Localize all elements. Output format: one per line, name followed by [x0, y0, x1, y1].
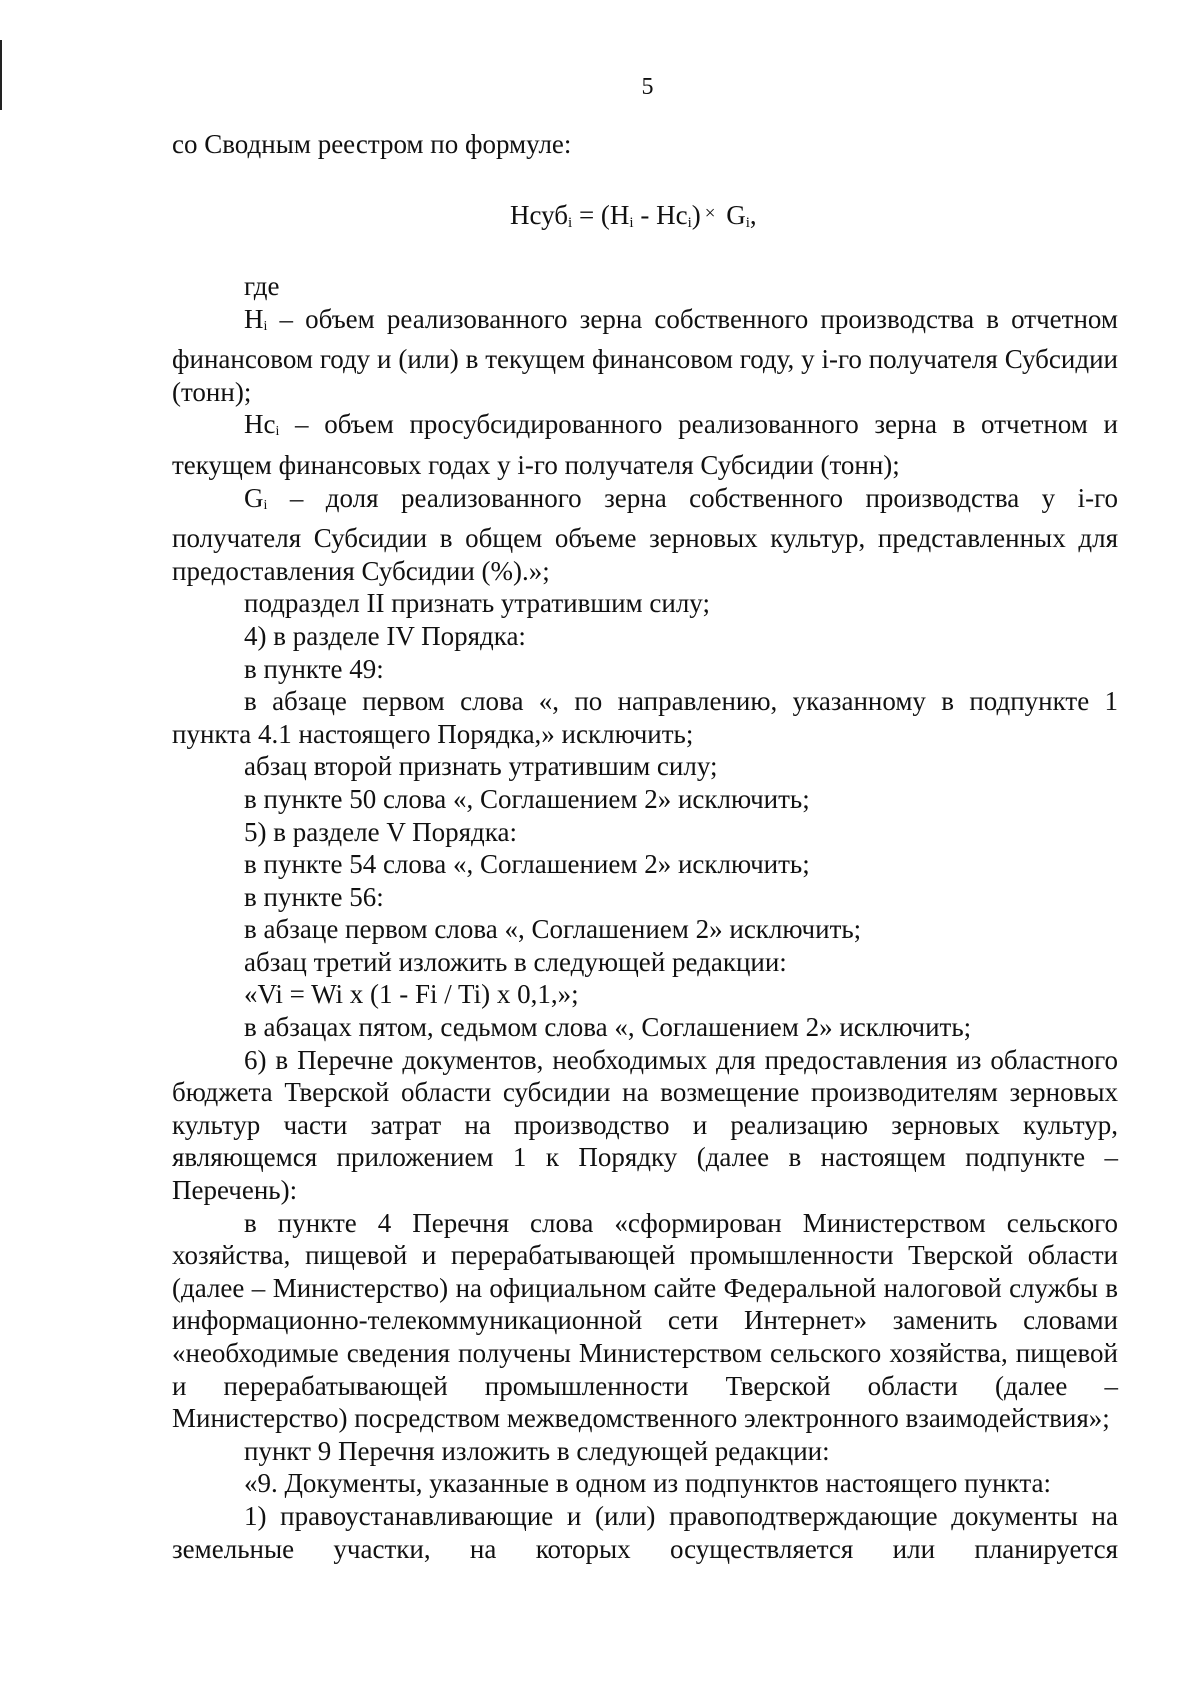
- paragraph: в пункте 54 слова «, Соглашением 2» исключить;: [244, 849, 810, 880]
- paragraph-list: [172, 270, 1118, 1565]
- subsidy-formula: [172, 197, 1118, 240]
- paragraph: [172, 303, 1118, 409]
- formula-times: ×: [704, 203, 716, 224]
- paragraph: пункт 9 Перечня изложить в следующей редакции:: [244, 1435, 830, 1466]
- paragraph: [172, 408, 1118, 481]
- formula-sub: i: [745, 215, 750, 231]
- formula-part: - Нс: [633, 200, 688, 230]
- formula-part: ,: [749, 200, 757, 230]
- paragraph: «Vi = Wi x (1 - Fi / Ti) x 0,1,»;: [244, 979, 579, 1010]
- paragraph: абзац второй признать утратившим силу;: [244, 751, 718, 782]
- variable-subscript: i: [263, 318, 268, 334]
- variable-symbol: Нс: [244, 409, 276, 440]
- variable-definition: – объем просубсидированного реализованного зерна в отчетном и текущем финансовых годах у i-го получателя Субсидии (тонн);: [172, 409, 1118, 480]
- paragraph: 1) правоустанавливающие и (или) правоподтверждающие документы на земельные участки, на которых осуществляется или планируется: [172, 1500, 1118, 1564]
- formula-sub: i: [568, 215, 573, 231]
- paragraph: абзац третий изложить в следующей редакции:: [244, 946, 787, 977]
- variable-symbol: G: [244, 482, 264, 513]
- formula-sub: i: [687, 215, 692, 231]
- formula-sub: i: [629, 215, 634, 231]
- paragraph: 4) в разделе IV Порядка:: [244, 620, 526, 651]
- paragraph: в пункте 49:: [244, 653, 384, 684]
- formula-part: = (Н: [572, 200, 630, 230]
- variable-subscript: i: [263, 497, 268, 513]
- variable-definition: – объем реализованного зерна собственного производства в отчетном финансовом году и (или) в текущем финансовом году, у i-го получателя Субсидии (тонн);: [172, 303, 1118, 407]
- variable-definition: – доля реализованного зерна собственного производства у i-го получателя Субсидии в общем объеме зерновых культур, представленных для предоставления Субсидии (%).»;: [172, 482, 1118, 586]
- paragraph: в пункте 50 слова «, Соглашением 2» исключить;: [244, 783, 810, 814]
- variable-symbol: Н: [244, 303, 264, 334]
- paragraph: 5) в разделе V Порядка:: [244, 816, 517, 847]
- variable-subscript: i: [275, 424, 280, 440]
- paragraph: где: [244, 271, 280, 301]
- paragraph: в абзацах пятом, седьмом слова «, Соглашением 2» исключить;: [244, 1012, 972, 1043]
- document-body: [172, 128, 1118, 1565]
- paragraph: в абзаце первом слова «, по направлению, указанному в подпункте 1 пункта 4.1 настоящего Порядка,» исключить;: [172, 686, 1118, 749]
- formula-part: G: [719, 200, 746, 230]
- intro-line: со Сводным реестром по формуле:: [172, 129, 572, 159]
- paragraph: в пункте 56:: [244, 881, 384, 912]
- paragraph: в абзаце первом слова «, Соглашением 2» исключить;: [244, 914, 862, 945]
- paragraph: 6) в Перечне документов, необходимых для предоставления из областного бюджета Тверской области субсидии на возмещение производителям зерновых культур части затрат на производство и реализацию зерновых культур, являющемся приложением 1 к Порядку (далее в настоящем подпункте – Перечень):: [172, 1044, 1118, 1206]
- paragraph: [172, 482, 1118, 588]
- paragraph: подраздел II признать утратившим силу;: [244, 588, 710, 619]
- paragraph: в пункте 4 Перечня слова «сформирован Министерством сельского хозяйства, пищевой и перерабатывающей промышленности Тверской области (далее – Министерство) на официальном сайте Федеральной налоговой службы в информационно-телекоммуникационной сети Интернет» заменить словами «необходимые сведения получены Министерством сельского хозяйства, пищевой и перерабатывающей промышленности Тверской области (далее – Министерство) посредством межведомственного электронного взаимодействия»;: [172, 1207, 1118, 1434]
- page-number: 5: [641, 74, 654, 100]
- formula-left: Нсуб: [510, 200, 569, 230]
- paragraph: «9. Документы, указанные в одном из подпунктов настоящего пункта:: [244, 1468, 1051, 1499]
- formula-part: ): [691, 200, 701, 230]
